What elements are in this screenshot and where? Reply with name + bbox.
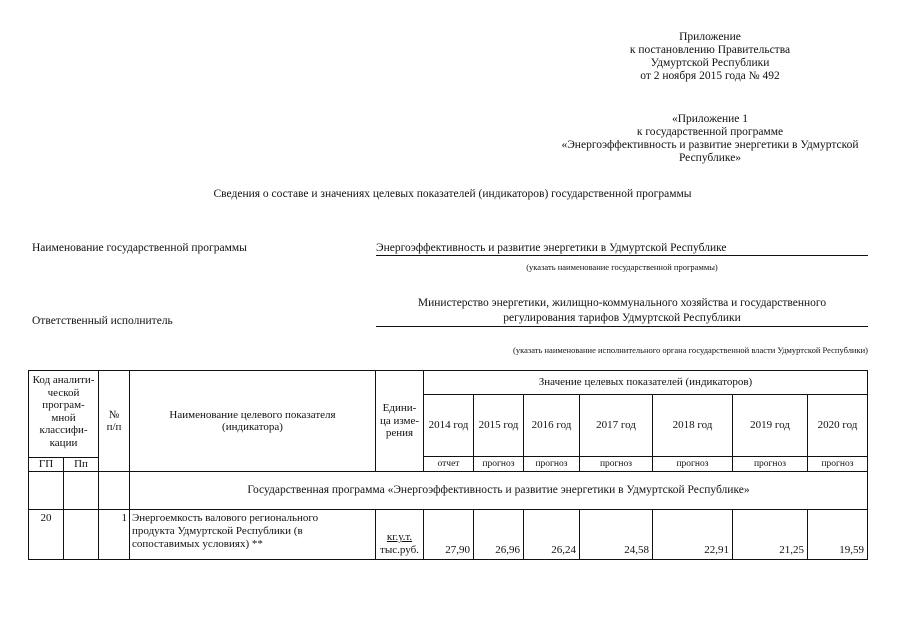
row-num: 1 [99, 510, 130, 560]
year-header: 2015 год [474, 395, 524, 457]
year-header: 2019 год [733, 395, 808, 457]
row-unit-line: тыс.руб. [380, 543, 419, 556]
row-value: 22,91 [653, 510, 733, 560]
executor-value-line1: Министерство энергетики, жилищно-коммунального хозяйства и государственного [417, 297, 827, 309]
year-type: отчет [424, 457, 474, 472]
row-value: 19,59 [808, 510, 868, 560]
code-header-line: кации [49, 436, 78, 449]
unit-header-line: ца изме- [379, 414, 420, 427]
row-unit [376, 510, 424, 560]
name-header-line: Наименование целевого показателя [169, 408, 336, 421]
appendix-line: Приложение [679, 31, 741, 43]
table-row [29, 510, 868, 560]
table-header-row [29, 371, 868, 395]
appendix1-line: Республике» [678, 152, 742, 164]
code-header-line: Код аналити- [32, 374, 95, 386]
row-name-line: продукта Удмуртской Республики (в [132, 525, 303, 537]
appendix-line: от 2 ноября 2015 года № 492 [640, 70, 780, 82]
row-name [130, 510, 376, 560]
section-empty-cell [29, 472, 64, 510]
pp-header: Пп [64, 458, 99, 472]
row-name-line: Энергоемкость валового регионального [132, 512, 319, 524]
unit-header-line: рения [385, 427, 414, 440]
appendix1-line: «Энергоэффективность и развитие энергетики в Удмуртской [561, 139, 859, 151]
row-value: 26,96 [474, 510, 524, 560]
values-group-header: Значение целевых показателей (индикаторов) [424, 371, 868, 395]
year-type: прогноз [524, 457, 580, 472]
code-header [29, 371, 99, 458]
code-header-line: классифи- [39, 424, 88, 437]
year-type: прогноз [808, 457, 868, 472]
row-value: 21,25 [733, 510, 808, 560]
year-type: прогноз [653, 457, 733, 472]
year-header: 2017 год [580, 395, 653, 457]
row-unit-line: кг.у.т. [386, 531, 413, 543]
row-gp: 20 [29, 510, 64, 560]
unit-header-line: Едини- [382, 402, 417, 415]
code-header-line: мной [51, 411, 76, 424]
program-hint: (указать наименование государственной программы) [526, 262, 718, 272]
row-pp [64, 510, 99, 560]
executor-label: Ответственный исполнитель [32, 315, 173, 327]
unit-header [376, 371, 424, 472]
num-header [99, 371, 130, 472]
num-header-line: № [108, 408, 120, 421]
appendix1-block [520, 113, 900, 165]
row-value: 24,58 [580, 510, 653, 560]
row-value: 27,90 [424, 510, 474, 560]
section-title: Государственная программа «Энергоэффективность и развитие энергетики в Удмуртской Республике» [130, 472, 868, 510]
appendix1-line: к государственной программе [636, 126, 784, 138]
year-type: прогноз [474, 457, 524, 472]
year-type: прогноз [580, 457, 653, 472]
name-header-line: (индикатора) [222, 421, 283, 433]
row-name-line: сопоставимых условиях) ** [132, 538, 263, 550]
program-label: Наименование государственной программы [32, 242, 247, 254]
section-empty-cell [99, 472, 130, 510]
name-header [130, 371, 376, 472]
appendix-line: Удмуртской Республики [650, 57, 770, 69]
year-type: прогноз [733, 457, 808, 472]
executor-hint: (указать наименование исполнительного органа государственной власти Удмуртской Республики) [513, 345, 868, 355]
year-header: 2020 год [808, 395, 868, 457]
indicators-table [28, 370, 868, 560]
gp-header: ГП [29, 458, 64, 472]
num-header-line: п/п [106, 421, 122, 433]
appendix-block [580, 31, 840, 83]
section-row [29, 472, 868, 510]
code-header-line: ческой [47, 386, 80, 399]
document-title: Сведения о составе и значениях целевых показателей (индикаторов) государственной программы [213, 188, 692, 200]
code-header-line: програм- [42, 399, 85, 412]
appendix1-line: «Приложение 1 [671, 113, 749, 125]
appendix-line: к постановлению Правительства [629, 44, 791, 56]
program-value: Энергоэффективность и развитие энергетики в Удмуртской Республике [376, 242, 868, 256]
year-header: 2018 год [653, 395, 733, 457]
year-header: 2014 год [424, 395, 474, 457]
year-header: 2016 год [524, 395, 580, 457]
executor-value-line2: регулирования тарифов Удмуртской Республики [376, 312, 868, 327]
section-empty-cell [64, 472, 99, 510]
row-value: 26,24 [524, 510, 580, 560]
